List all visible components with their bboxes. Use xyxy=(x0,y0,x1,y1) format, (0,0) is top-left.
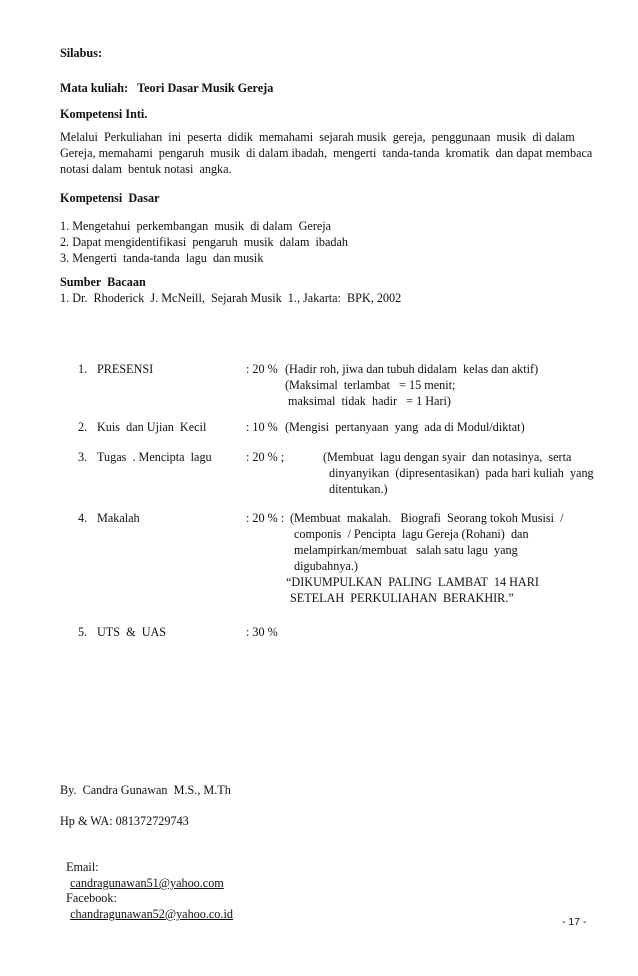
grading-item-description: ditentukan.) xyxy=(329,482,388,496)
grading-item-description: digubahnya.) xyxy=(294,559,358,573)
core-competency-line: notasi dalam bentuk notasi angka. xyxy=(60,162,232,176)
grading-item-deadline: “DIKUMPULKAN PALING LAMBAT 14 HARI xyxy=(286,575,539,589)
grading-item-description: maksimal tidak hadir = 1 Hari) xyxy=(285,394,451,408)
syllabus-heading: Silabus: xyxy=(60,46,103,60)
facebook-link[interactable]: chandragunawan52@yahoo.co.id xyxy=(70,907,233,921)
grading-item-deadline: SETELAH PERKULIAHAN BERAKHIR.” xyxy=(290,591,514,605)
course-name: Teori Dasar Musik Gereja xyxy=(137,81,274,95)
grading-item-description: (Membuat lagu dengan syair dan notasinya, serta xyxy=(323,450,572,464)
grading-item-weight: : 20 % xyxy=(246,362,278,376)
grading-item-label: UTS & UAS xyxy=(97,625,167,639)
core-competency-line: Melalui Perkuliahan ini peserta didik memahami sejarah musik gereja, penggunaan musik di dalam xyxy=(60,130,575,144)
grading-item-description: (Membuat makalah. Biografi Seorang tokoh Musisi / xyxy=(290,511,564,525)
grading-item-label: Kuis dan Ujian Kecil xyxy=(97,420,207,434)
grading-item-label: PRESENSI xyxy=(97,362,154,376)
grading-item-weight: : 20 % ; xyxy=(246,450,285,464)
grading-item-description: melampirkan/membuat salah satu lagu yang xyxy=(294,543,518,557)
basic-competency-title: Kompetensi Dasar xyxy=(60,191,160,205)
author-line: By. Candra Gunawan M.S., M.Th xyxy=(60,783,231,797)
sources-title: Sumber Bacaan xyxy=(60,275,146,289)
grading-item-number: 3. xyxy=(78,450,88,464)
phone-line: Hp & WA: 081372729743 xyxy=(60,814,189,828)
page-number: - 17 - xyxy=(562,916,587,928)
grading-item-weight: : 30 % xyxy=(246,625,278,639)
basic-competency-item: 1. Mengetahui perkembangan musik di dalam Gereja xyxy=(60,219,332,233)
grading-item-description: (Hadir roh, jiwa dan tubuh didalam kelas dan aktif) xyxy=(285,362,539,376)
grading-item-number: 2. xyxy=(78,420,88,434)
facebook-label: Facebook: xyxy=(66,891,117,905)
grading-item-description: (Mengisi pertanyaan yang ada di Modul/diktat) xyxy=(285,420,525,434)
course-label: Mata kuliah: xyxy=(60,81,129,95)
grading-item-number: 4. xyxy=(78,511,88,525)
email-link[interactable]: candragunawan51@yahoo.com xyxy=(70,876,224,890)
grading-item-label: Makalah xyxy=(97,511,140,525)
grading-item-description: componis / Pencipta lagu Gereja (Rohani) dan xyxy=(294,527,529,541)
grading-item-weight: : 10 % xyxy=(246,420,278,434)
email-label: Email: xyxy=(66,860,99,874)
grading-item-description: (Maksimal terlambat = 15 menit; xyxy=(285,378,456,392)
facebook-line xyxy=(60,874,233,922)
grading-item-number: 5. xyxy=(78,625,88,639)
sources-item: 1. Dr. Rhoderick J. McNeill, Sejarah Musik 1., Jakarta: BPK, 2002 xyxy=(60,291,402,305)
basic-competency-item: 3. Mengerti tanda-tanda lagu dan musik xyxy=(60,251,264,265)
basic-competency-item: 2. Dapat mengidentifikasi pengaruh musik dalam ibadah xyxy=(60,235,349,249)
core-competency-line: Gereja, memahami pengaruh musik di dalam ibadah, mengerti tanda-tanda kromatik dan dapat membaca xyxy=(60,146,593,160)
grading-item-label: Tugas . Mencipta lagu xyxy=(97,450,212,464)
course-line xyxy=(60,80,273,96)
grading-item-description: dinyanyikan (dipresentasikan) pada hari kuliah yang xyxy=(329,466,594,480)
grading-item-weight: : 20 % : xyxy=(246,511,285,525)
core-competency-title: Kompetensi Inti. xyxy=(60,107,148,121)
grading-item-number: 1. xyxy=(78,362,88,376)
